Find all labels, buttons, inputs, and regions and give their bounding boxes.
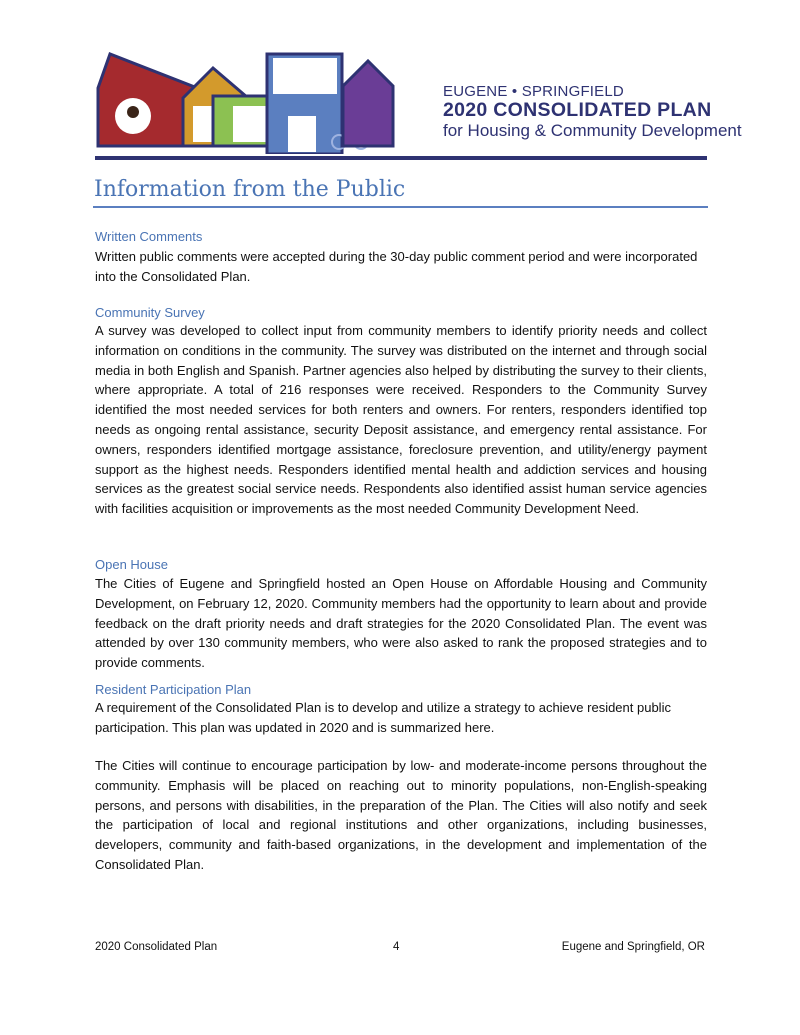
section-heading-open-house: Open House xyxy=(95,557,168,572)
footer-document-name: 2020 Consolidated Plan xyxy=(95,941,218,953)
section-heading-resident-participation: Resident Participation Plan xyxy=(95,682,252,697)
brand-cities: EUGENE • SPRINGFIELD xyxy=(443,83,624,100)
page-title: Information from the Public xyxy=(94,177,406,202)
header-rule xyxy=(95,156,707,160)
footer-location: Eugene and Springfield, OR xyxy=(561,941,705,953)
brand-subtitle: for Housing & Community Development xyxy=(443,121,742,140)
resident-participation-paragraph-1: A requirement of the Consolidated Plan is to develop and utilize a strategy to achieve resident public participation. This plan was updated in 2020 and is summarized here. xyxy=(95,700,671,735)
title-rule xyxy=(93,206,708,208)
footer-page-number: 4 xyxy=(393,941,400,953)
section-heading-community-survey: Community Survey xyxy=(95,305,205,320)
section-heading-written-comments: Written Comments xyxy=(95,229,203,244)
houses-logo xyxy=(93,46,428,154)
brand-plan-title: 2020 CONSOLIDATED PLAN xyxy=(443,99,712,121)
resident-participation-paragraph-2: The Cities will continue to encourage participation by low- and moderate-income persons throughout the community. Emphasis will be placed on reaching out to minority populations, non-English-speaking persons, and persons with disabilities, in the preparation of the Plan. The Cities will also notify and seek the participation of local and regional institutions and other organizations, including businesses, developers, community and faith-based organizations, in the development and implementation of the Consolidated Plan. xyxy=(95,758,707,872)
written-comments-paragraph: Written public comments were accepted during the 30-day public comment period and were incorporated into the Consolidated Plan. xyxy=(95,249,698,284)
open-house-paragraph: The Cities of Eugene and Springfield hosted an Open House on Affordable Housing and Community Development, on February 12, 2020. Community members had the opportunity to learn about and provide feedback on the draft priority needs and draft strategies for the 2020 Consolidated Plan. The event was attended by over 130 community members, who were also asked to rank the proposed strategies and to provide comments. xyxy=(95,576,707,671)
community-survey-paragraph: A survey was developed to collect input from community members to identify priority needs and collect information on conditions in the community. The survey was distributed on the internet and through social media in both English and Spanish. Partner agencies also helped by distributing the survey to their clients, where appropriate. A total of 216 responses were received. Responders to the Community Survey identified the most needed services for both renters and owners. For renters, responders identified top needs as ongoing rental assistance, security Deposit assistance, and emergency rental assistance. For owners, responders identified mortgage assistance, foreclosure prevention, and utility/energy payment support as the highest needs. Responders identified mental health and addiction services and housing services as the greatest social service needs. Respondents also identified assist human service agencies with facilities acquisition or improvements as the most needed Community Development Need. xyxy=(95,323,707,517)
